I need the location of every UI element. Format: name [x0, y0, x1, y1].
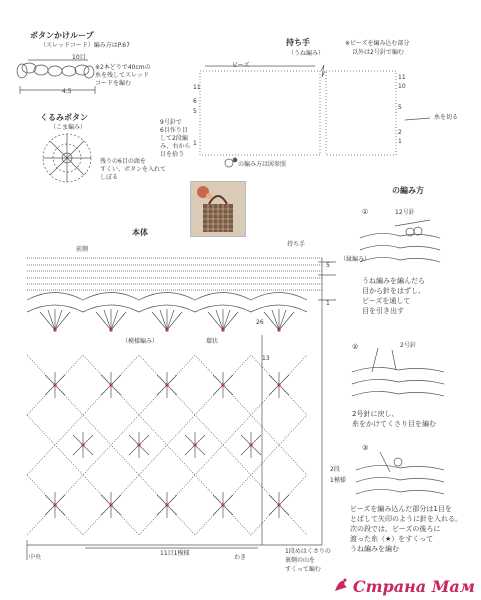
step1-hook: 12号針: [395, 209, 415, 216]
step1-text4: 目を引き出す: [362, 307, 404, 315]
handle-row-11: 11: [398, 74, 406, 81]
step1-text1: うね編みを編んだら: [362, 277, 425, 285]
step1-illustration: [360, 220, 440, 262]
body-bottom-note3: すくって編む: [285, 566, 321, 573]
handle-row-5: 5: [398, 104, 402, 111]
step1-text3: ビーズを通して: [362, 297, 411, 305]
button-loop-sub: （スレッドコード）編み方はP.67: [40, 42, 130, 49]
handle-row-1: 1: [398, 138, 402, 145]
step3-text1: ビーズを編み込んだ部分は1目を: [350, 505, 452, 513]
body-row-5: 5: [326, 262, 330, 269]
watermark: [353, 577, 475, 596]
body-bottom-center: 中央: [29, 554, 42, 561]
watermark-text: Страна Мам: [352, 577, 475, 596]
button-loop-dim-top: 10目: [72, 54, 86, 61]
handle-left-row-5: 5: [193, 108, 197, 115]
kurumi-button-note2: すくい、ボタンを入れて: [100, 166, 167, 173]
body-beads-label: 環状: [206, 338, 219, 345]
body-pattern-label: （模様編み）: [122, 338, 159, 345]
body-row-26: 26: [256, 319, 264, 326]
body-title: 本体: [132, 228, 148, 237]
button-loop-note1: ※2本どりで40cmの: [95, 64, 151, 71]
handle-left-row-11: 11: [193, 84, 201, 91]
handle-side-note2: 6目作り目: [160, 127, 188, 134]
body-row-1: 1: [326, 300, 330, 307]
handle-side-note4: み、右から: [160, 143, 191, 150]
body-bottom-note1: 1段めはくさりの: [285, 548, 331, 555]
step3-text2: とばして矢印のように針を入れる。: [350, 515, 462, 523]
body-bottom-pattern: 11目1模様: [160, 550, 190, 557]
body-side-note1: 2段: [330, 466, 340, 473]
button-loop-chain: [17, 60, 95, 94]
body-handle-pos: 持ち手: [287, 241, 306, 248]
handle-side-note3: して2段編: [160, 135, 188, 142]
button-loop-title: ボタンかけループ: [30, 31, 94, 40]
body-bottom-note2: 裏側の山を: [285, 557, 316, 564]
step1-text2: 目から針をはずし、: [362, 287, 425, 295]
center-legend-dot: [233, 158, 237, 162]
body-chart: [27, 258, 336, 560]
center-legend-circle: [225, 159, 233, 167]
step2-number: ②: [352, 343, 359, 351]
body-front-label: 前側: [76, 246, 89, 253]
handle-side-note1: 9号針で: [160, 119, 182, 126]
handle-sub: （うね編み）: [288, 50, 325, 57]
bag-photo-drawing: [191, 182, 245, 236]
step1-number: ①: [362, 208, 369, 216]
center-note: の編み方は図参照: [238, 161, 287, 168]
body-side-note2: 1模様: [330, 477, 346, 484]
handle-left-row-6: 6: [193, 98, 197, 105]
body-bottom-side: わき: [234, 554, 247, 561]
button-loop-note3: コードを編む: [95, 80, 132, 87]
step3-text4: 渡った糸（★）をすくって: [350, 535, 434, 543]
lace-grid: [27, 355, 307, 535]
step2-illustration: [352, 348, 444, 396]
step3-illustration: [356, 452, 444, 494]
watermark-stork-icon: [331, 575, 351, 595]
handle-cut-note: 糸を切る: [434, 114, 459, 121]
handle-legend2: 以外は2号針で編む: [352, 49, 404, 56]
handle-title: 持ち手: [286, 38, 310, 47]
body-row-13: 13: [262, 355, 270, 362]
button-loop-note2: 糸を残してスレッド: [95, 72, 149, 79]
flower-motifs: [45, 372, 289, 518]
step3-text5: うね編みを編む: [350, 545, 399, 553]
handle-legend1: ※ビーズを編み込む部分: [345, 40, 410, 47]
handle-beads-label: ビーズ: [232, 62, 250, 69]
kurumi-button-title: くるみボタン: [40, 113, 88, 122]
handle-side-note5: 目を拾う: [160, 151, 185, 158]
bag-photo: [190, 181, 246, 237]
step3-number: ③: [362, 444, 369, 452]
handle-chart: [200, 65, 430, 155]
kurumi-button-note1: 残りの6目の頭を: [100, 158, 146, 165]
body-top-note: （縁編み）: [340, 256, 371, 263]
howto-title: の編み方: [392, 186, 424, 195]
handle-row-10: 10: [398, 83, 406, 90]
step2-hook: 2号針: [400, 342, 416, 349]
button-loop-dim-bottom: 4.5: [62, 88, 72, 95]
handle-left-row-1: 1: [193, 140, 197, 147]
step2-text2: 糸をかけてくさり目を編む: [352, 420, 436, 428]
bead-dots: [53, 328, 280, 506]
handle-row-2: 2: [398, 129, 402, 136]
step3-text3: 次の段では、ビーズの後ろに: [350, 525, 441, 533]
kurumi-button-drawing: [43, 134, 91, 182]
kurumi-button-note3: しぼる: [100, 174, 119, 181]
kurumi-button-sub: （こま編み）: [50, 124, 87, 131]
step2-text1: 2号針に戻し、: [352, 410, 399, 418]
